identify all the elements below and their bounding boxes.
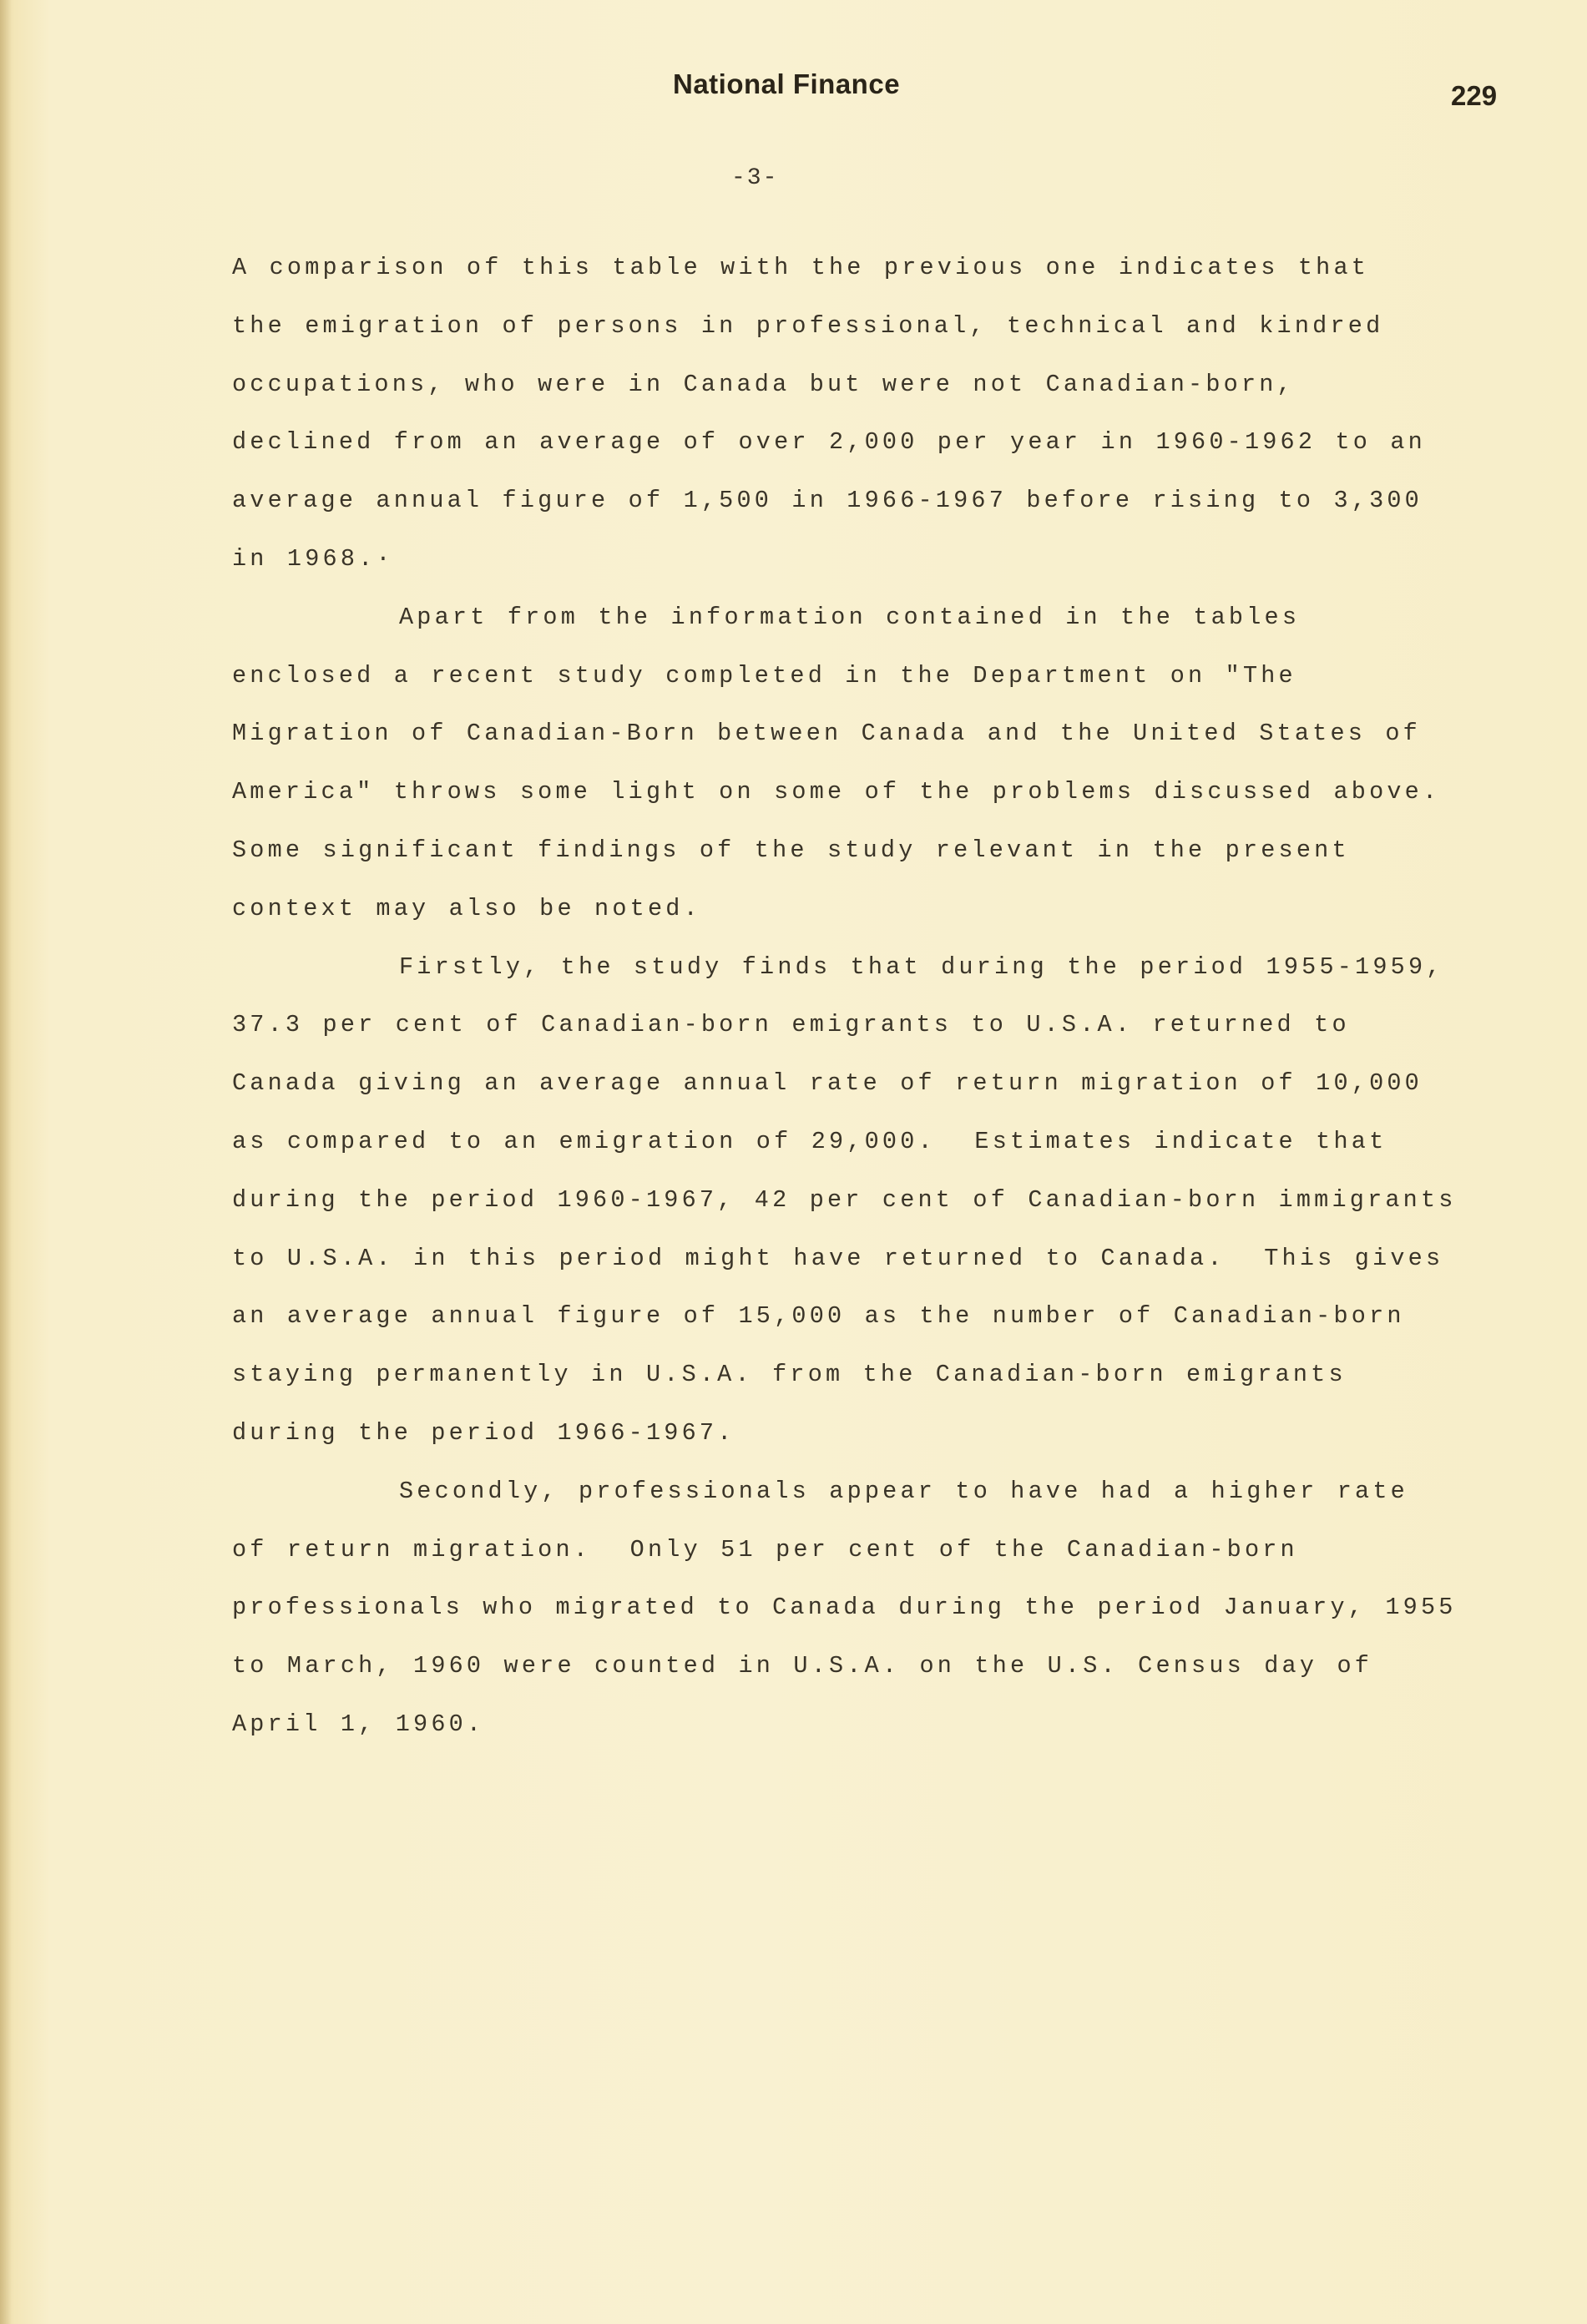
text-line: Firstly, the study finds that during the period 1955-1959, bbox=[399, 952, 1444, 981]
body-text bbox=[232, 250, 1457, 1766]
paragraph-2 bbox=[232, 600, 1441, 950]
text-line: A comparison of this table with the previous one indicates that bbox=[232, 254, 1370, 281]
paragraph-4 bbox=[232, 1474, 1457, 1766]
text-line: declined from an average of over 2,000 per year in 1960-1962 to an bbox=[232, 428, 1426, 457]
text-line: Secondly, professionals appear to have had a higher rate bbox=[399, 1477, 1408, 1505]
paragraph-3 bbox=[232, 950, 1457, 1474]
text-line: during the period 1966-1967. bbox=[232, 1418, 735, 1447]
text-line: to March, 1960 were counted in U.S.A. on the U.S. Census day of bbox=[232, 1652, 1373, 1680]
page-number: 229 bbox=[1451, 80, 1498, 111]
text-line: as compared to an emigration of 29,000. Estimates indicate that bbox=[232, 1127, 1387, 1155]
text-line: 37.3 per cent of Canadian-born emigrants to U.S.A. returned to bbox=[232, 1011, 1350, 1039]
text-line: during the period 1960-1967, 42 per cent of Canadian-born immigrants bbox=[232, 1185, 1457, 1214]
text-line: Migration of Canadian-Born between Canada and the United States of bbox=[232, 720, 1421, 748]
text-line: occupations, who were in Canada but were not Canadian-born, bbox=[232, 370, 1295, 398]
text-line: April 1, 1960. bbox=[232, 1710, 485, 1738]
text-line: an average annual figure of 15,000 as the number of Canadian-born bbox=[232, 1302, 1405, 1331]
text-line: average annual figure of 1,500 in 1966-1967 before rising to 3,300 bbox=[232, 487, 1423, 515]
section-marker: -3- bbox=[731, 165, 779, 191]
page-edge-shadow bbox=[0, 0, 12, 2324]
running-header-title: National Finance bbox=[673, 68, 901, 99]
text-line: of return migration. Only 51 per cent of the Canadian-born bbox=[232, 1535, 1298, 1564]
text-line: staying permanently in U.S.A. from the Canadian-born emigrants bbox=[232, 1361, 1347, 1389]
text-line: Apart from the information contained in the tables bbox=[399, 603, 1301, 631]
text-line: professionals who migrated to Canada during the period January, 1955 bbox=[232, 1594, 1457, 1622]
text-line: Some significant findings of the study relevant in the present bbox=[232, 836, 1350, 864]
text-line: context may also be noted. bbox=[232, 894, 701, 922]
text-line: America" throws some light on some of the problems discussed above. bbox=[232, 778, 1441, 806]
text-line: in 1968.· bbox=[232, 544, 394, 573]
text-line: the emigration of persons in professional, technical and kindred bbox=[232, 311, 1384, 340]
text-line: Canada giving an average annual rate of return migration of 10,000 bbox=[232, 1069, 1423, 1098]
text-line: enclosed a recent study completed in the Department on "The bbox=[232, 661, 1296, 690]
text-line: to U.S.A. in this period might have returned to Canada. This gives bbox=[232, 1244, 1444, 1272]
paragraph-1 bbox=[232, 250, 1426, 600]
